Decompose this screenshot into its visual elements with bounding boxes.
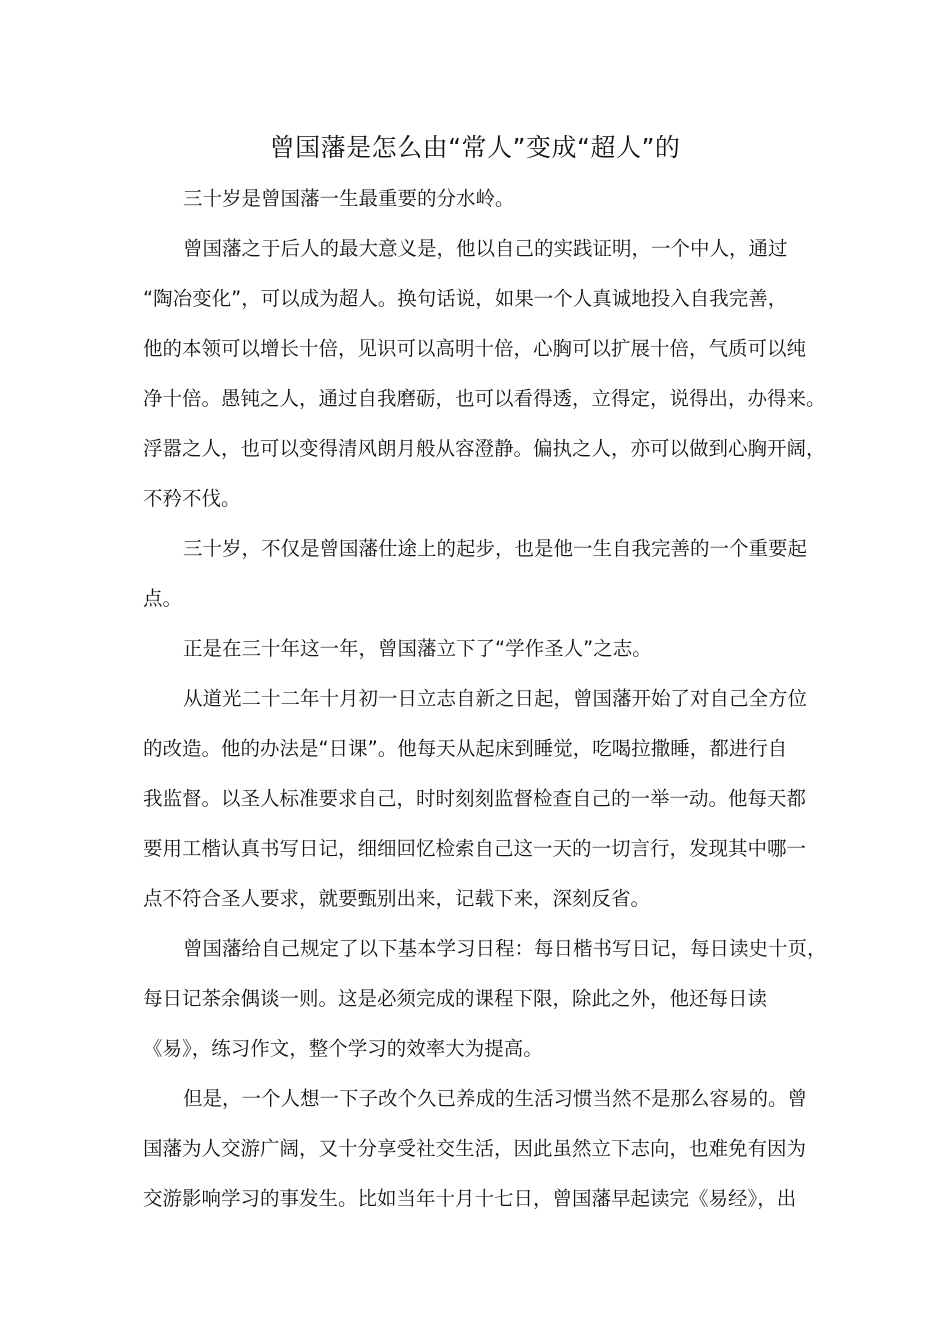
- paragraph-line: 他的本领可以增长十倍，见识可以高明十倍，心胸可以扩展十倍，气质可以纯: [143, 337, 807, 360]
- paragraph-line: 正是在三十年这一年，曾国藩立下了“学作圣人”之志。: [183, 637, 652, 660]
- paragraph-line: 不矜不伐。: [143, 487, 241, 510]
- paragraph-line: 浮嚣之人，也可以变得清风朗月般从容澄静。偏执之人，亦可以做到心胸开阔，: [143, 437, 826, 460]
- paragraph-line: 但是，一个人想一下子改个久已养成的生活习惯当然不是那么容易的。曾: [183, 1087, 808, 1110]
- paragraph-line: 曾国藩给自己规定了以下基本学习日程：每日楷书写日记，每日读史十页，: [183, 937, 827, 960]
- paragraph-line: 净十倍。愚钝之人，通过自我磨砺，也可以看得透，立得定，说得出，办得来。: [143, 387, 826, 410]
- paragraph-line: 点。: [143, 587, 183, 610]
- paragraph-line: 三十岁，不仅是曾国藩仕途上的起步，也是他一生自我完善的一个重要起: [183, 537, 808, 560]
- paragraph-line: 我监督。以圣人标准要求自己，时时刻刻监督检查自己的一举一动。他每天都: [143, 787, 807, 810]
- document-title: 曾国藩是怎么由“常人”变成“超人”的: [269, 133, 681, 162]
- paragraph-line: 每日记茶余偶谈一则。这是必须完成的课程下限，除此之外，他还每日读: [143, 987, 768, 1010]
- paragraph-line: 国藩为人交游广阔，又十分享受社交生活，因此虽然立下志向，也难免有因为: [143, 1137, 807, 1160]
- paragraph-line: 交游影响学习的事发生。比如当年十月十七日，曾国藩早起读完《易经》，出: [143, 1187, 797, 1210]
- paragraph-line: 三十岁是曾国藩一生最重要的分水岭。: [183, 187, 515, 210]
- paragraph-line: “陶冶变化”，可以成为超人。换句话说，如果一个人真诚地投入自我完善，: [143, 287, 788, 310]
- paragraph-line: 点不符合圣人要求，就要甄别出来，记载下来，深刻反省。: [143, 887, 651, 910]
- paragraph-line: 要用工楷认真书写日记，细细回忆检索自己这一天的一切言行，发现其中哪一: [143, 837, 807, 860]
- paragraph-line: 曾国藩之于后人的最大意义是，他以自己的实践证明，一个中人，通过: [183, 237, 788, 260]
- paragraph-line: 从道光二十二年十月初一日立志自新之日起，曾国藩开始了对自己全方位: [183, 687, 808, 710]
- paragraph-line: 《易》，练习作文，整个学习的效率大为提高。: [143, 1037, 543, 1060]
- paragraph-line: 的改造。他的办法是“日课”。他每天从起床到睡觉，吃喝拉撒睡，都进行自: [143, 737, 788, 760]
